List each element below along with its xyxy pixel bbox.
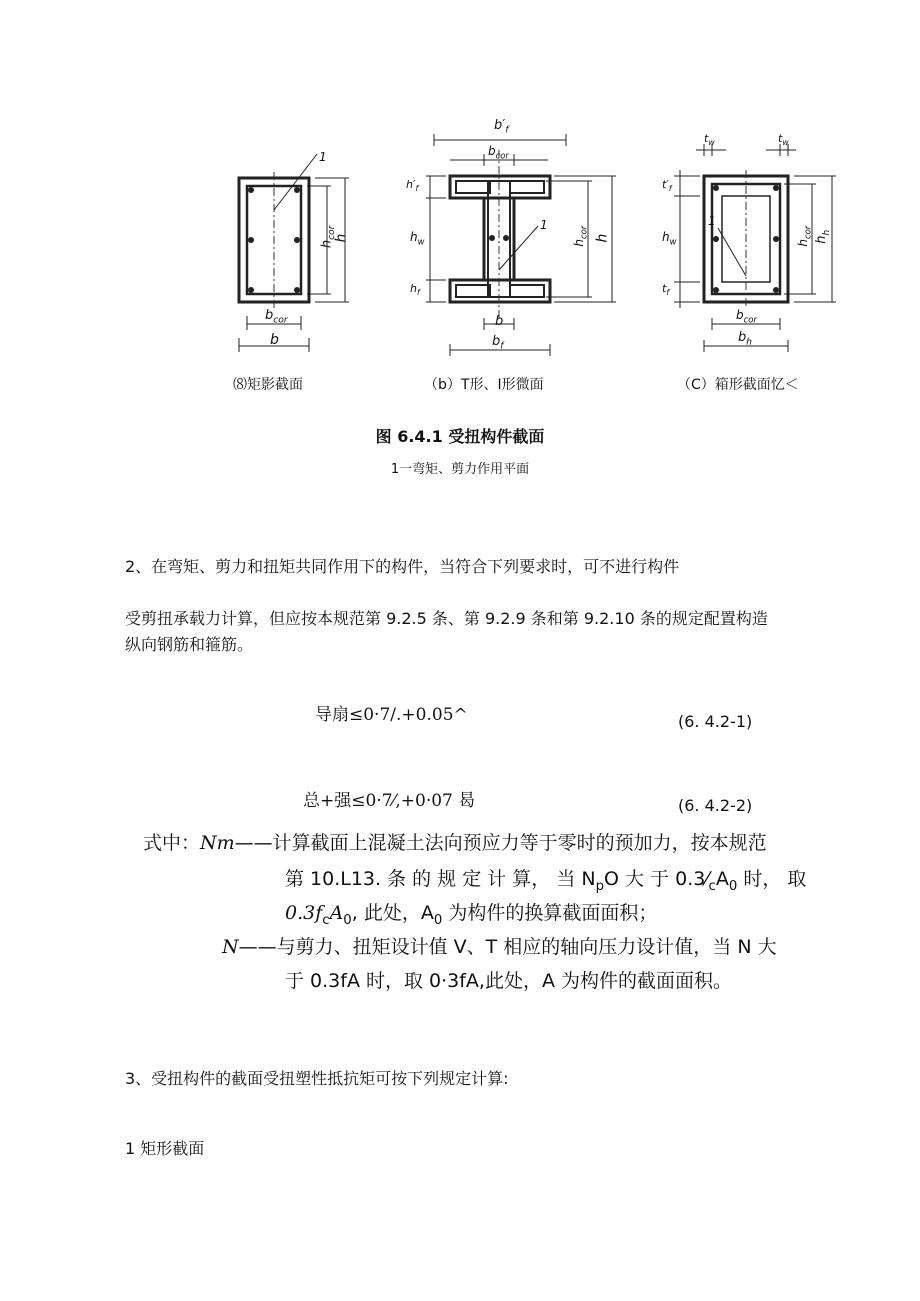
figure-subtitle: 1一弯矩、剪力作用平面 <box>390 462 530 477</box>
where-line1: 式中：Nm——计算截面上混凝土法向预应力等于零时的预加力，按本规范 <box>143 832 767 854</box>
where-line4: N——与剪力、扭矩设计值 V、T 相应的轴向压力设计值，当 N 大 <box>222 936 777 958</box>
para2-line3: 纵向钢筋和箍筋。 <box>125 635 254 654</box>
marker-1: 1 <box>708 214 716 228</box>
label-hf-top: $h'_f$ <box>406 178 419 194</box>
label-bh: $b_h$ <box>738 330 753 348</box>
where-line2: 第 10.L13. 条 的 规 定 计 算， 当 $N_pO$ 大 于 $0.3⁄_cA_0$ 时， 取 <box>285 868 807 894</box>
label-tw-right: $t_w$ <box>778 132 789 148</box>
label-b: b <box>270 332 279 348</box>
formula-1: 导扇≤0·7/.+0.05^ <box>315 705 468 725</box>
label-hh: $h_h$ <box>814 229 832 244</box>
label-h-cor: $h_{cor}$ <box>572 225 589 247</box>
para4: 1 矩形截面 <box>125 1139 205 1158</box>
label-hw: $h_w$ <box>410 230 425 247</box>
label-h-cor: $h_{cor}$ <box>319 225 338 249</box>
para2-line2: 受剪扭承载力计算，但应按本规范第 9.2.5 条、第 9.2.9 条和第 9.2.10 条的规定配置构造 <box>125 609 768 628</box>
label-hw: $h_w$ <box>662 230 677 247</box>
label-h: h <box>333 233 350 243</box>
label-b-cor: $b_{cor}$ <box>265 308 288 326</box>
label-bf-top: $b'_f$ <box>494 118 509 136</box>
label-hf-bot: $h_f$ <box>410 282 420 298</box>
where-line3: $0.3f_cA_0$, 此处，$A_0$ 为构件的换算截面面积； <box>285 902 658 928</box>
caption-box-section: （C）箱形截面忆＜ <box>677 377 799 393</box>
label-h: h <box>594 233 611 243</box>
label-b: b <box>495 314 504 329</box>
label-tw-left: $t_w$ <box>704 132 715 148</box>
formula-2-number: (6. 4.2-2) <box>678 796 753 815</box>
figure-title: 图 6.4.1 受扭构件截面 <box>375 427 545 446</box>
figure-panel-t-i-section <box>406 110 620 360</box>
figure-panel-box-section <box>660 110 840 360</box>
label-b-cor: $b_{cor}$ <box>736 308 757 325</box>
where-line5: 于 0.3fA 时，取 0·3fA,此处，A 为构件的截面面积。 <box>285 970 733 992</box>
t-i-section-diagram <box>420 110 620 360</box>
formula-1-number: (6. 4.2-1) <box>678 712 753 731</box>
label-b-cor: $b_{cor}$ <box>488 144 509 161</box>
marker-1: 1 <box>319 150 327 164</box>
label-tf-bot: $t_f$ <box>662 282 670 298</box>
para3: 3、受扭构件的截面受扭塑性抵抗矩可按下列规定计算: <box>125 1069 509 1088</box>
marker-1: 1 <box>540 218 548 232</box>
formula-2: 总+强≤0·7⁄,+0·07 曷 <box>303 791 476 811</box>
caption-t-i-section: （b）T形、I形微面 <box>424 377 544 393</box>
label-h-cor: $h_{cor}$ <box>796 225 813 247</box>
label-tf-top: $t'_f$ <box>662 178 672 194</box>
figure-panel-rectangular <box>225 110 365 360</box>
para2-line1: 2、在弯矩、剪力和扭矩共同作用下的构件，当符合下列要求时，可不进行构件 <box>125 557 680 576</box>
caption-rectangular: ⑻矩影截面 <box>233 377 303 393</box>
label-bf-bot: $b_f$ <box>492 334 504 352</box>
